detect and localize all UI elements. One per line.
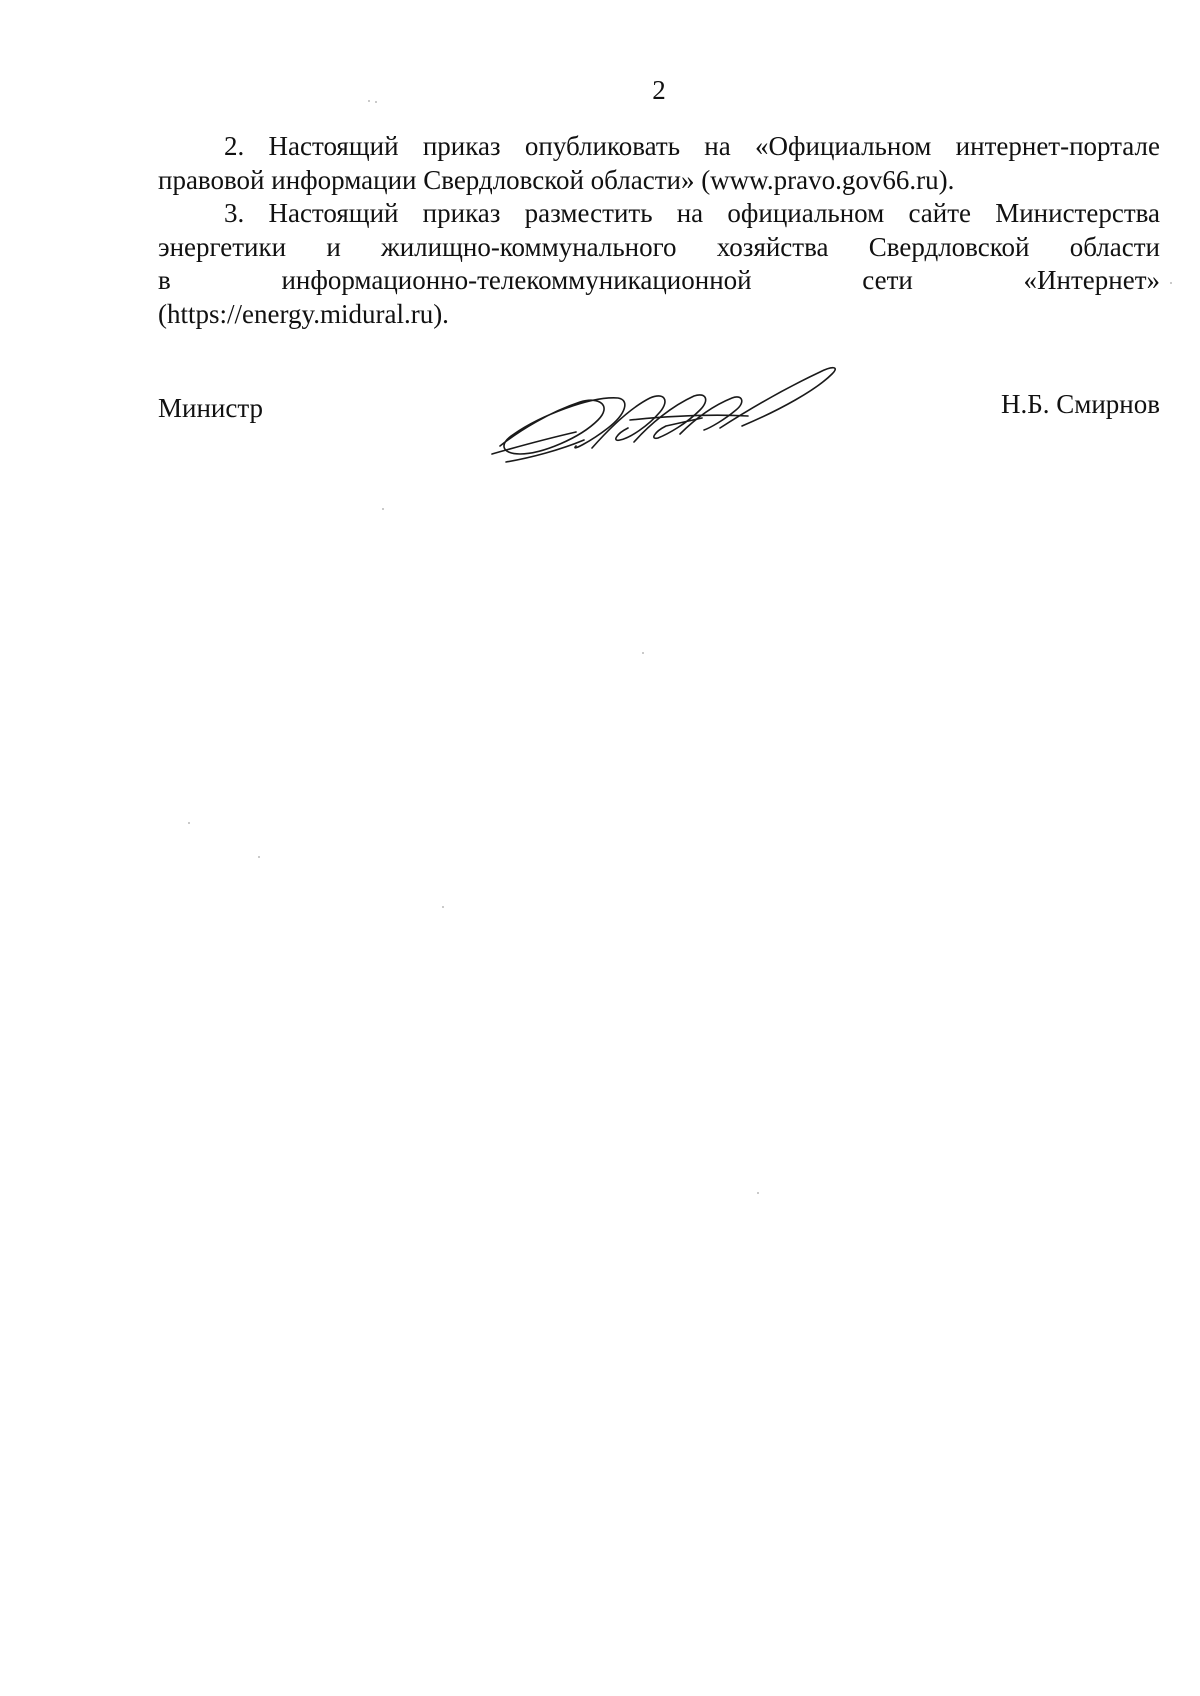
scan-speck xyxy=(382,508,384,510)
paragraph-3-line-4: (https://energy.midural.ru). xyxy=(158,298,449,329)
scan-speck xyxy=(188,822,190,824)
scan-speck xyxy=(258,856,260,858)
paragraph-2 xyxy=(158,130,1160,197)
signatory-name: Н.Б. Смирнов xyxy=(1001,389,1160,419)
scan-speck xyxy=(375,101,377,103)
paragraph-3-line-2: энергетики и жилищно-коммунального хозяйства Свердловской области xyxy=(158,231,1160,262)
paragraph-3 xyxy=(158,197,1160,331)
paragraph-2-line-1: 2. Настоящий приказ опубликовать на «Официальном интернет-портале xyxy=(224,131,1160,161)
scan-speck xyxy=(442,906,444,908)
scan-speck xyxy=(642,652,644,654)
page-number: 2 xyxy=(652,75,666,105)
paragraph-3-line-3: в информационно-телекоммуникационной сети «Интернет» xyxy=(158,265,1160,295)
document-body xyxy=(158,130,1160,331)
scan-speck xyxy=(368,100,370,102)
signatory-position: Министр xyxy=(158,393,263,423)
paragraph-3-line-1: 3. Настоящий приказ разместить на официальном сайте Министерства xyxy=(224,198,1160,228)
paragraph-2-line-2: правовой информации Свердловской области» (www.pravo.gov66.ru). xyxy=(158,164,955,195)
scan-speck xyxy=(1170,282,1172,284)
handwritten-signature xyxy=(480,350,860,470)
scan-speck xyxy=(757,1192,759,1194)
